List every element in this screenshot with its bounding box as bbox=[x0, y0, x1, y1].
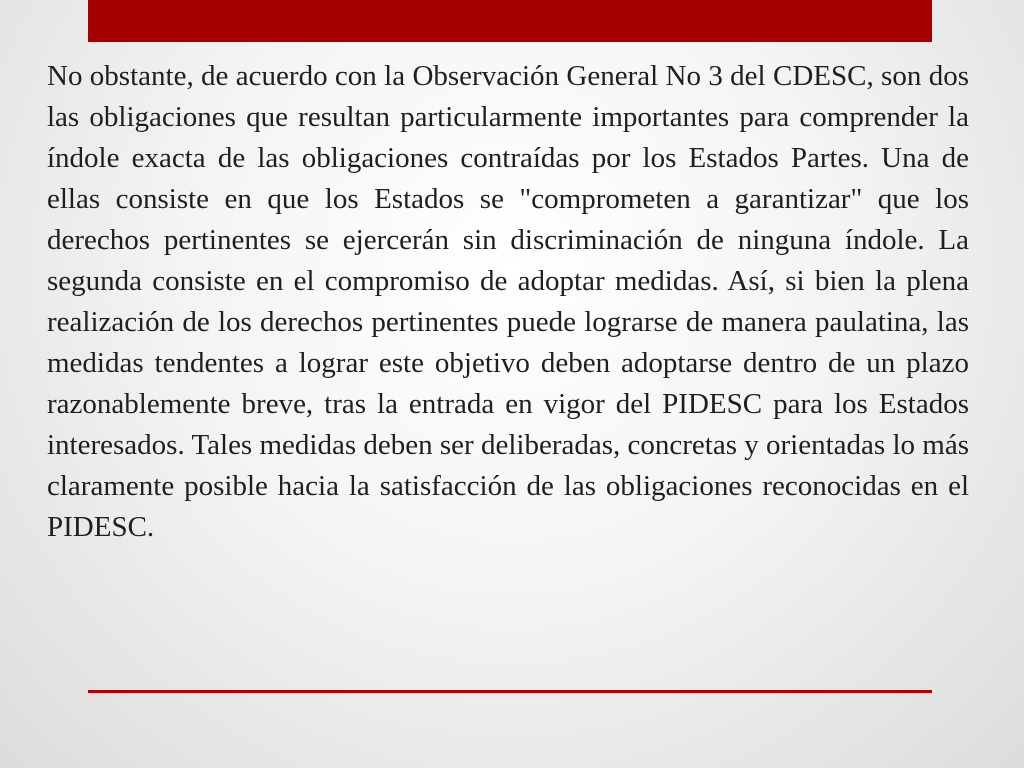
top-accent-bar bbox=[88, 0, 932, 42]
slide-body-text: No obstante, de acuerdo con la Observación General No 3 del CDESC, son dos las obligaciones que resultan particularmente importantes para comprender la índole exacta de las obligaciones contraídas por los Estados Partes. Una de ellas consiste en que los Estados se "comprometen a garantizar" que los derechos pertinentes se ejercerán sin discriminación de ninguna índole. La segunda consiste en el compromiso de adoptar medidas. Así, si bien la plena realización de los derechos pertinentes puede lograrse de manera paulatina, las medidas tendentes a lograr este objetivo deben adoptarse dentro de un plazo razonablemente breve, tras la entrada en vigor del PIDESC para los Estados interesados. Tales medidas deben ser deliberadas, concretas y orientadas lo más claramente posible hacia la satisfacción de las obligaciones reconocidas en el PIDESC. bbox=[47, 60, 969, 543]
bottom-accent-rule bbox=[88, 690, 932, 693]
